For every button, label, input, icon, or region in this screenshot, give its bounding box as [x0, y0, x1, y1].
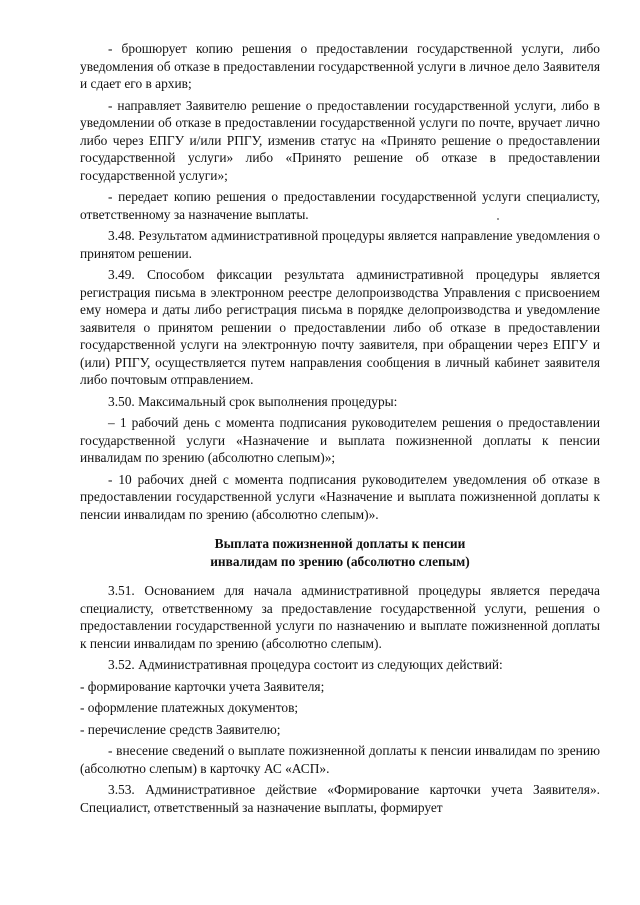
list-item-payment-docs: - оформление платежных документов;: [80, 700, 299, 715]
document-body: [80, 40, 600, 816]
paragraph-3-49: 3.49. Способом фиксации результата административной процедуры является регистрация письма в электронном реестре делопроизводства Управления с присвоением ему номера и даты либо регистрация письма в порядке делопроизводства и уведомление заявителя о принятом решении о предоставлении либо об отказе в предоставлении государственной услуги на электронную почту заявителя, при обращении через ЕПГУ и (или) РПГУ, осуществляется путем направления сообщения в личный кабинет заявителя либо почтовым отправлением.: [80, 267, 600, 387]
section-heading: [80, 535, 600, 570]
scan-speck: [497, 218, 499, 220]
list-item-card: - формирование карточки учета Заявителя;: [80, 678, 325, 694]
list-item-asp: - внесение сведений о выплате пожизненной доплаты к пенсии инвалидам по зрению (абсолютно слепым) в карточку АС «АСП».: [80, 743, 600, 776]
paragraph-3-53: 3.53. Административное действие «Формирование карточки учета Заявителя». Специалист, ответственный за назначение выплаты, формирует: [80, 782, 600, 815]
list-item-transfer: - перечисление средств Заявителю;: [80, 721, 281, 737]
section-heading-line-1: Выплата пожизненной доплаты к пенсии: [214, 536, 466, 551]
paragraph-archive: - брошюрует копию решения о предоставлении государственной услуги, либо уведомления об отказе в предоставлении государственной услуги в личное дело Заявителя и сдает его в архив;: [80, 41, 600, 91]
paragraph-term-1-day: – 1 рабочий день с момента подписания руководителем решения о предоставлении государственной услуги «Назначение и выплата пожизненной доплаты к пенсии инвалидам по зрению (абсолютно слепым)»;: [80, 415, 600, 465]
paragraph-3-51: 3.51. Основанием для начала административной процедуры является передача специалисту, ответственному за предоставление государственной услуги, решения о предоставлении государственной услуги по назначению и выплате пожизненной доплаты к пенсии инвалидам по зрению (абсолютно слепым).: [80, 583, 600, 651]
paragraph-send-decision: - направляет Заявителю решение о предоставлении государственной услуги, либо в уведомлении об отказе в предоставлении государственной услуги по почте, вручает лично либо через ЕПГУ и/или РПГУ, изменив статус на «Принято решение о предоставлении государственной услуги» либо «Принято решение об отказе в предоставлении государственной услуги»;: [80, 97, 600, 183]
paragraph-3-48: 3.48. Результатом административной процедуры является направление уведомления о принятом решении.: [80, 228, 600, 261]
paragraph-3-52: 3.52. Административная процедура состоит из следующих действий:: [108, 657, 503, 672]
section-heading-line-2: инвалидам по зрению (абсолютно слепым): [210, 553, 470, 569]
paragraph-3-50: 3.50. Максимальный срок выполнения процедуры:: [108, 393, 398, 409]
paragraph-term-10-days: - 10 рабочих дней с момента подписания руководителем уведомления об отказе в предоставлении государственной услуги «Назначение и выплата пожизненной доплаты к пенсии инвалидам по зрению (абсолютно слепым)».: [80, 471, 600, 522]
paragraph-pass-copy: - передает копию решения о предоставлении государственной услуги специалисту, ответственному за назначение выплаты.: [80, 189, 600, 222]
